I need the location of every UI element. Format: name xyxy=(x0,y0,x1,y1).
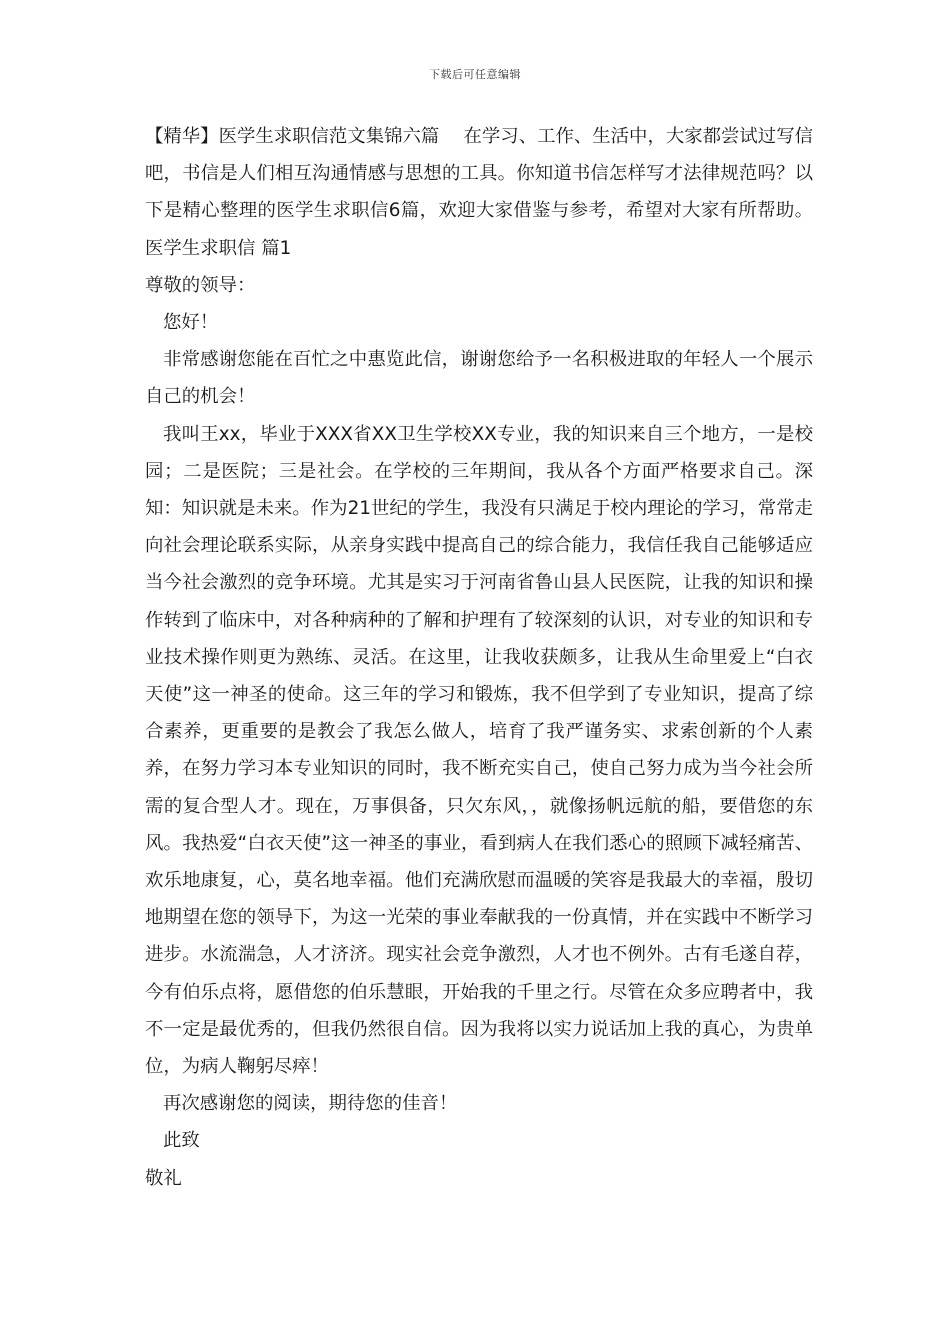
closing-regards: 此致 xyxy=(163,1130,200,1152)
letter-body xyxy=(145,118,813,1197)
closing-thanks: 再次感谢您的阅读，期待您的佳音！ xyxy=(163,1093,458,1115)
closing-salute: 敬礼 xyxy=(145,1167,182,1189)
header-note: 下载后可任意编辑 xyxy=(429,68,521,81)
intro-paragraph: 【精华】医学生求职信范文集锦六篇 在学习、工作、生活中，大家都尝试过写信吧，书信是人们相互沟通情感与思想的工具。你知道书信怎样写才法律规范吗？以下是精心整理的医学生求职信6篇，欢迎大家借鉴与参考，希望对大家有所帮助。医学生求职信 篇1 xyxy=(145,126,813,259)
greeting: 您好！ xyxy=(163,312,219,334)
paragraph-thanks: 非常感谢您能在百忙之中惠览此信，谢谢您给予一名积极进取的年轻人一个展示自己的机会！ xyxy=(145,349,813,408)
salutation: 尊敬的领导： xyxy=(145,274,256,296)
paragraph-main: 我叫王xx，毕业于XXX省XX卫生学校XX专业，我的知识来自三个地方，一是校园；二是医院；三是社会。在学校的三年期间，我从各个方面严格要求自己。深知：知识就是未来。作为21世纪的学生，我没有只满足于校内理论的学习，常常走向社会理论联系实际，从亲身实践中提高自己的综合能力，我信任我自己能够适应当今社会激烈的竞争环境。尤其是实习于河南省鲁山县人民医院，让我的知识和操作转到了临床中，对各种病种的了解和护理有了较深刻的认识，对专业的知识和专业技术操作则更为熟练、灵活。在这里，让我收获颇多，让我从生命里爱上“白衣天使”这一神圣的使命。这三年的学习和锻炼，我不但学到了专业知识，提高了综合素养，更重要的是教会了我怎么做人，培育了我严谨务实、求索创新的个人素养，在努力学习本专业知识的同时，我不断充实自己，使自己努力成为当今社会所需的复合型人才。现在，万事俱备，只欠东风，，就像扬帆远航的船，要借您的东风。我热爱“白衣天使”这一神圣的事业，看到病人在我们悉心的照顾下减轻痛苦、欢乐地康复，心，莫名地幸福。他们充满欣慰而温暖的笑容是我最大的幸福，殷切地期望在您的领导下，为这一光荣的事业奉献我的一份真情，并在实践中不断学习进步。水流湍急，人才济济。现实社会竞争激烈，人才也不例外。古有毛遂自荐，今有伯乐点将，愿借您的伯乐慧眼，开始我的千里之行。尽管在众多应聘者中，我不一定是最优秀的，但我仍然很自信。因为我将以实力说话加上我的真心，为贵单位，为病人鞠躬尽瘁！ xyxy=(145,423,813,1078)
